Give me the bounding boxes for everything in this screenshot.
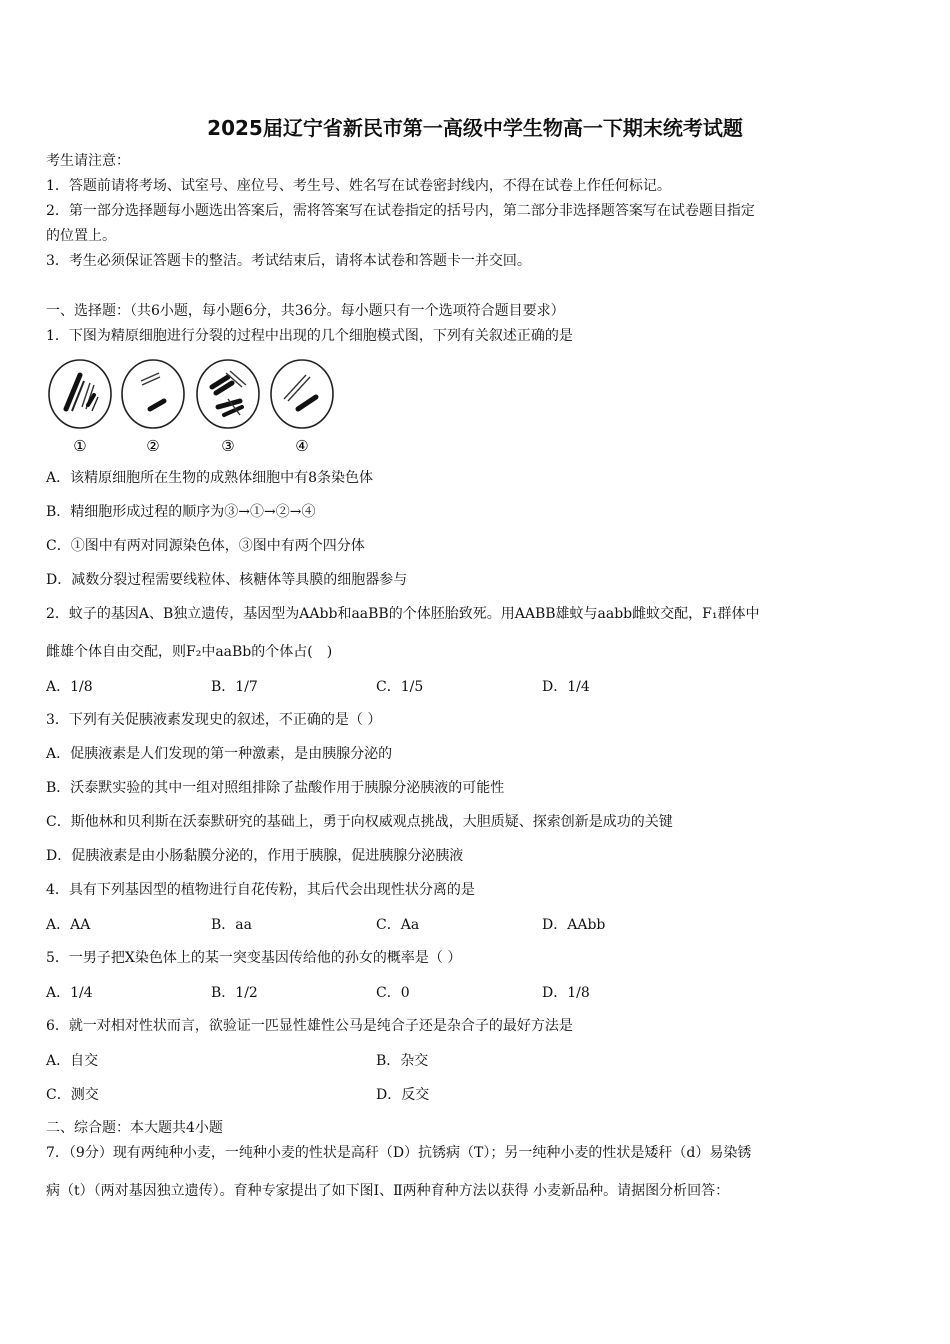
q1-option-b: B．精细胞形成过程的顺序为③→①→②→④ <box>46 504 316 520</box>
section1-heading: 一、选择题：（共6小题，每小题6分，共36分。每小题只有一个选项符合题目要求） <box>46 303 565 319</box>
q4-option-c: C．Aa <box>376 917 420 933</box>
q6-options-row1 <box>46 1050 906 1070</box>
section2-heading: 二、综合题：本大题共4小题 <box>46 1120 223 1136</box>
q5-stem: 5．一男子把X染色体上的某一突变基因传给他的孙女的概率是（ ） <box>46 950 462 966</box>
notice-heading: 考生请注意： <box>46 153 130 169</box>
q1-stem: 1．下图为精原细胞进行分裂的过程中出现的几个细胞模式图，下列有关叙述正确的是 <box>46 328 573 344</box>
notice-item-1: 1．答题前请将考场、试室号、座位号、考生号、姓名写在试卷密封线内，不得在试卷上作任何标记。 <box>46 178 671 194</box>
q4-option-d: D．AAbb <box>542 917 606 933</box>
q2-stem-cont: 雌雄个体自由交配，则F₂中aaBb的个体占( ) <box>46 644 333 660</box>
q5-option-d: D．1/8 <box>542 985 590 1001</box>
q7-stem: 7．（9分）现有两纯种小麦，一纯种小麦的性状是高秆（D）抗锈病（T）；另一纯种小麦的性状是矮秆（d）易染锈 <box>46 1145 752 1161</box>
cell-3 <box>197 360 259 428</box>
figure-label-3: ③ <box>221 437 235 455</box>
q1-option-d: D．减数分裂过程需要线粒体、核糖体等具膜的细胞器参与 <box>46 572 408 588</box>
q6-stem: 6．就一对相对性状而言，欲验证一匹显性雄性公马是纯合子还是杂合子的最好方法是 <box>46 1018 573 1034</box>
q1-option-c: C．①图中有两对同源染色体，③图中有两个四分体 <box>46 538 365 554</box>
cell-2 <box>122 360 184 428</box>
q6-option-a: A．自交 <box>46 1053 99 1069</box>
q6-option-d: D．反交 <box>376 1087 430 1103</box>
q4-option-b: B．aa <box>211 917 252 933</box>
page-title: 2025届辽宁省新民市第一高级中学生物高一下期末统考试题 <box>207 116 743 140</box>
cell-1 <box>49 360 111 428</box>
q6-options-row2 <box>46 1084 906 1104</box>
notice-item-2-cont: 的位置上。 <box>46 228 116 244</box>
q6-option-b: B．杂交 <box>376 1053 429 1069</box>
q2-option-a: A．1/8 <box>46 679 93 695</box>
q5-option-a: A．1/4 <box>46 985 93 1001</box>
notice-item-2: 2．第一部分选择题每小题选出答案后，需将答案写在试卷指定的括号内，第二部分非选择题答案写在试卷题目指定 <box>46 203 755 219</box>
q1-option-a: A．该精原细胞所在生物的成熟体细胞中有8条染色体 <box>46 470 374 486</box>
cell-4 <box>271 360 333 428</box>
q3-option-c: C．斯他林和贝利斯在沃泰默研究的基础上，勇于向权威观点挑战，大胆质疑、探索创新是成功的关键 <box>46 814 673 830</box>
q7-stem-cont: 病（t）（两对基因独立遗传）。育种专家提出了如下图Ⅰ、Ⅱ两种育种方法以获得 小麦新品种。请据图分析回答： <box>46 1183 730 1199</box>
q6-option-c: C．测交 <box>46 1087 99 1103</box>
figure-label-4: ④ <box>295 437 309 455</box>
q3-option-b: B．沃泰默实验的其中一组对照组排除了盐酸作用于胰腺分泌胰液的可能性 <box>46 780 505 796</box>
figure-label-2: ② <box>146 437 160 455</box>
q3-option-a: A．促胰液素是人们发现的第一种激素，是由胰腺分泌的 <box>46 746 393 762</box>
q2-option-c: C．1/5 <box>376 679 424 695</box>
q3-stem: 3．下列有关促胰液素发现史的叙述，不正确的是（ ） <box>46 712 382 728</box>
q4-option-a: A．AA <box>46 917 91 933</box>
q2-stem: 2．蚊子的基因A、B独立遗传，基因型为AAbb和aaBB的个体胚胎致死。用AABB雄蚊与aabb雌蚊交配，F₁群体中 <box>46 606 760 622</box>
q2-option-d: D．1/4 <box>542 679 590 695</box>
q5-option-b: B．1/2 <box>211 985 258 1001</box>
notice-item-3: 3．考生必须保证答题卡的整洁。考试结束后，请将本试卷和答题卡一并交回。 <box>46 253 531 269</box>
q2-options <box>46 676 906 696</box>
cell-division-figure <box>46 357 336 457</box>
q5-option-c: C．0 <box>376 985 410 1001</box>
q5-options <box>46 982 906 1002</box>
q4-options <box>46 914 906 934</box>
q2-option-b: B．1/7 <box>211 679 258 695</box>
q4-stem: 4．具有下列基因型的植物进行自花传粉，其后代会出现性状分离的是 <box>46 882 475 898</box>
figure-label-1: ① <box>73 437 87 455</box>
q3-option-d: D．促胰液素是由小肠黏膜分泌的，作用于胰腺，促进胰腺分泌胰液 <box>46 848 464 864</box>
